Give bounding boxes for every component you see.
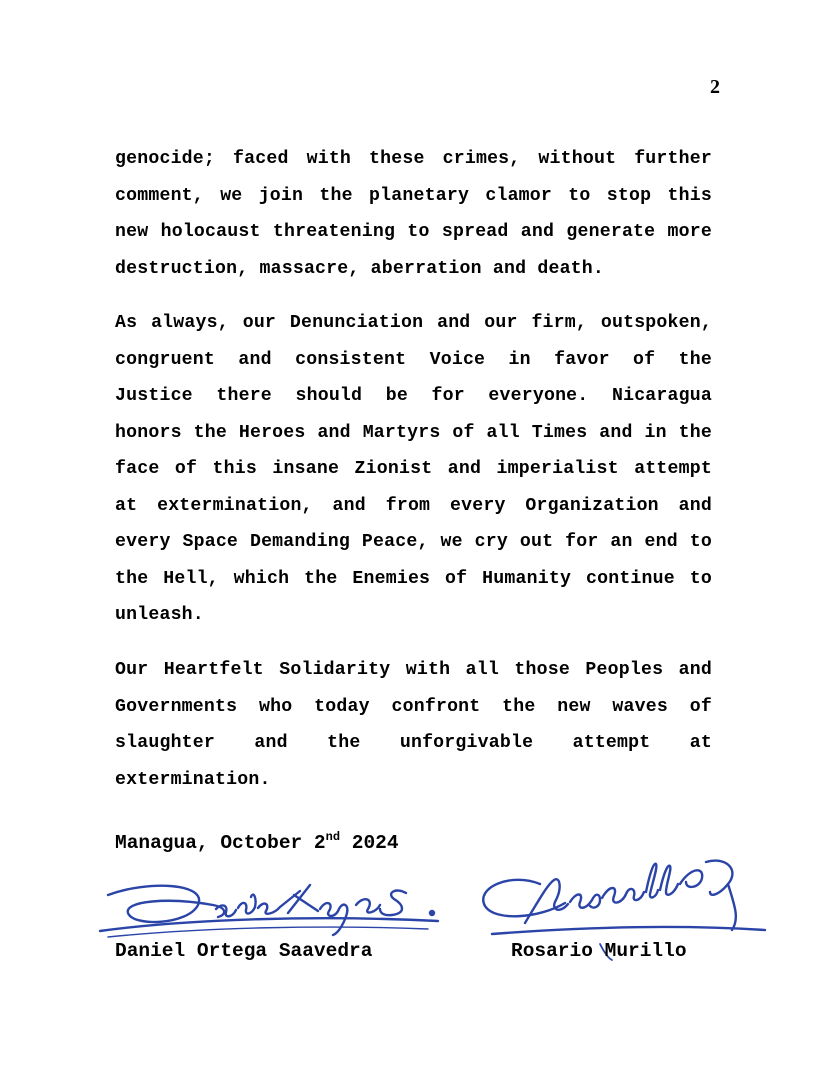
body-paragraph: As always, our Denunciation and our firm, outspoken, congruent and consistent Voice in favor of the Justice there should be for everyone. Nicaragua honors the Heroes and Martyrs of all Times and in the face of this insane Zionist and imperialist attempt at extermination, and from every Organization and every Space Demanding Peace, we cry out for an end to the Hell, which the Enemies of Humanity continue to unleash. [115, 313, 712, 625]
body-paragraph: genocide; faced with these crimes, without further comment, we join the planetary clamor to stop this new holocaust threatening to spread and generate more destruction, massacre, aberration and death. [115, 149, 712, 279]
ordinal-suffix: nd [325, 830, 341, 844]
place-date-year: 2024 [340, 832, 399, 854]
body-paragraph: Our Heartfelt Solidarity with all those Peoples and Governments who today confront the new waves of slaughter and the unforgivable attempt at extermination. [115, 660, 712, 790]
signatory-name: Rosario Murillo [511, 940, 687, 962]
signature-daniel-ortega-icon [88, 875, 448, 947]
page-number: 2 [710, 76, 720, 98]
signatory-name: Daniel Ortega Saavedra [115, 940, 373, 962]
place-date-text: Managua, October 2 [115, 832, 326, 854]
place-date-line [115, 832, 399, 854]
